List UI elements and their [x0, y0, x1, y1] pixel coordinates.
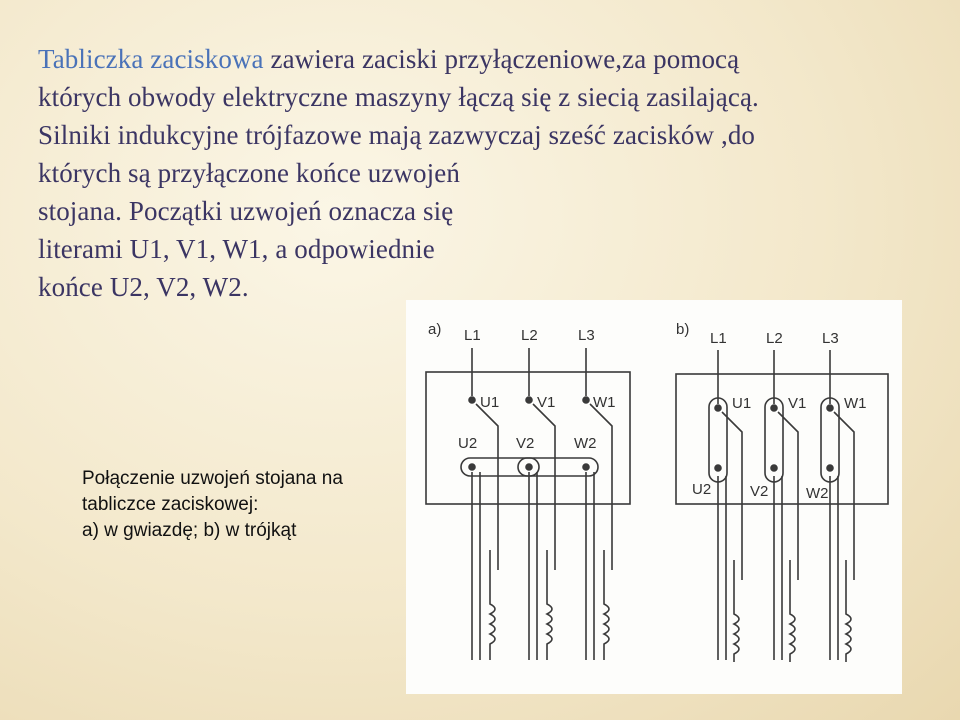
diagram-b-line-l3: L3	[822, 330, 839, 347]
diagram-b-start-w1: W1	[844, 395, 867, 412]
diagram-a-line-l2: L2	[521, 327, 538, 344]
diagram-b-start-v1: V1	[788, 395, 807, 412]
diagram-b-end-w2: W2	[806, 485, 829, 502]
title-highlight: Tabliczka zaciskowa	[38, 44, 264, 74]
diagram-b-start-u1: U1	[732, 395, 752, 412]
diagram-a-end-v2: V2	[516, 435, 535, 452]
diagram-b-line-l2: L2	[766, 330, 783, 347]
diagram-caption	[82, 466, 402, 544]
terminal-board-diagram	[406, 300, 902, 694]
diagram-a-label: a)	[428, 321, 442, 338]
text-line-3: Silniki indukcyjne trójfazowe mają zazwyczaj sześć zacisków ,do	[38, 120, 756, 150]
diagram-b-label: b)	[676, 321, 690, 338]
diagram-b-end-u2: U2	[692, 481, 712, 498]
caption-line-2: tabliczce zaciskowej:	[82, 494, 259, 515]
diagram-a-line-l3: L3	[578, 327, 595, 344]
text-line-5: stojana. Początki uzwojeń oznacza się	[38, 196, 454, 226]
text-line-1-rest: zawiera zaciski przyłączeniowe,za pomocą	[263, 44, 740, 74]
diagram-b-end-v2: V2	[750, 483, 769, 500]
diagram-a-line-l1: L1	[464, 327, 481, 344]
text-line-7: końce U2, V2, W2.	[38, 272, 249, 302]
body-text	[38, 40, 928, 306]
diagram-a-end-w2: W2	[574, 435, 597, 452]
text-line-1	[38, 40, 928, 78]
text-line-2: których obwody elektryczne maszyny łączą się z siecią zasilającą.	[38, 82, 759, 112]
diagram-a-start-v1: V1	[537, 394, 556, 411]
caption-line-3: a) w gwiazdę; b) w trójkąt	[82, 520, 297, 541]
diagram-a-end-u2: U2	[458, 435, 478, 452]
diagram-a-star	[426, 321, 630, 660]
text-line-4: których są przyłączone końce uzwojeń	[38, 158, 460, 188]
caption-line-1: Połączenie uzwojeń stojana na	[82, 468, 343, 489]
diagram-a-start-w1: W1	[593, 394, 616, 411]
diagram-b-delta	[676, 321, 888, 662]
text-line-6: literami U1, V1, W1, a odpowiednie	[38, 234, 435, 264]
diagram-b-line-l1: L1	[710, 330, 727, 347]
diagram-a-start-u1: U1	[480, 394, 500, 411]
